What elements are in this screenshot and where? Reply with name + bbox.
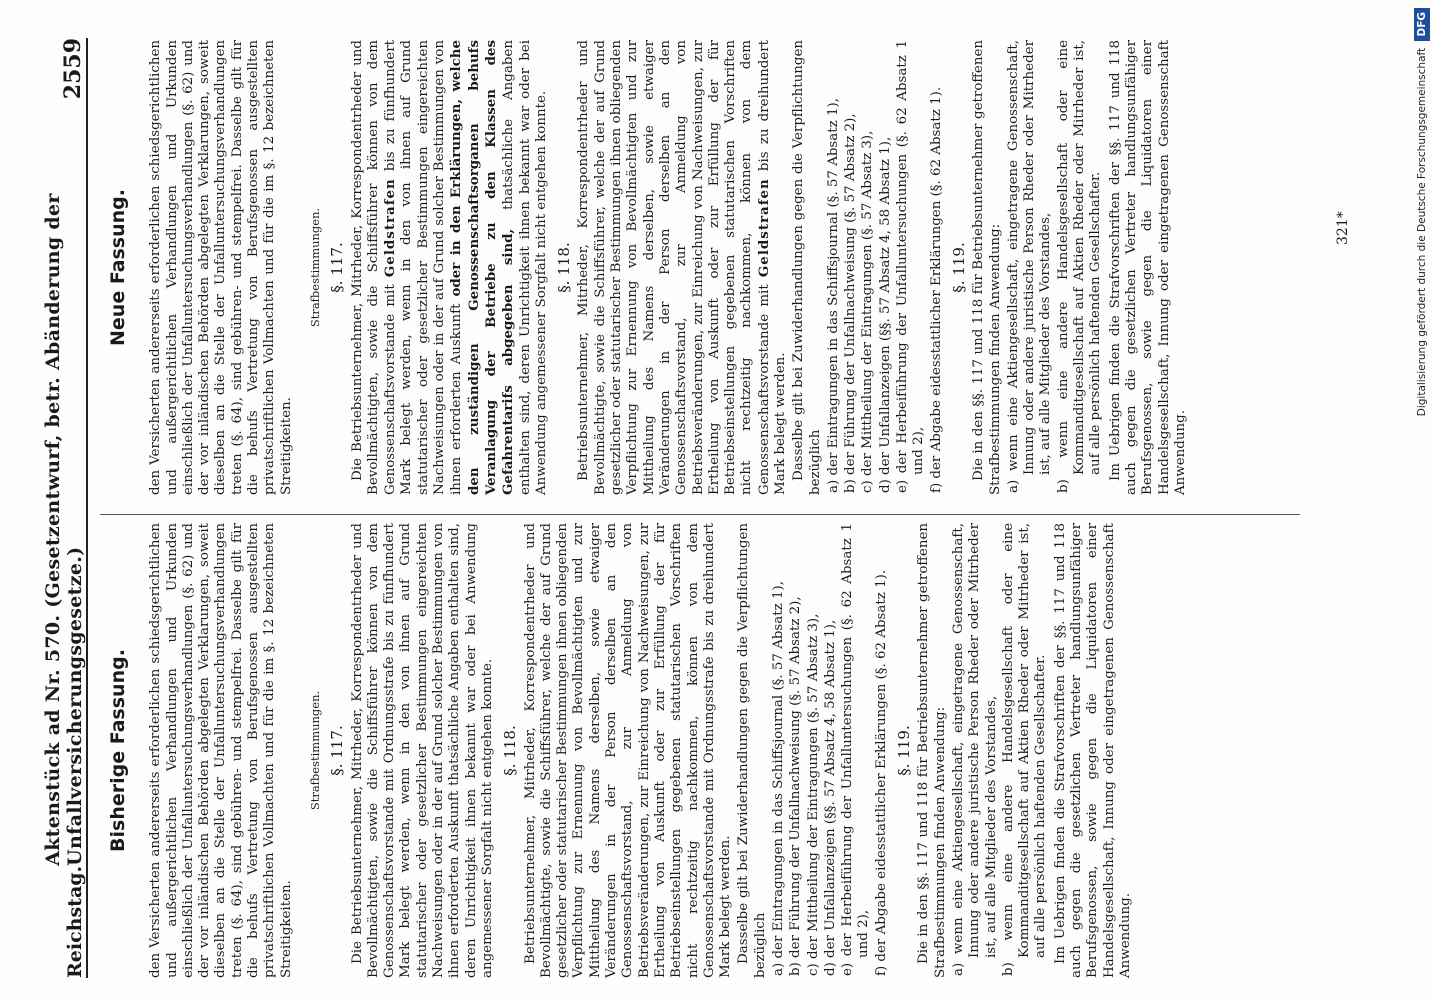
dfg-logo: DFG — [1414, 8, 1430, 41]
header-left: Reichstag. — [64, 865, 86, 978]
paragraph-119-tail: Im Uebrigen finden die Strafvorschriften der §§. 117 und 118 auch gegen die gesetzlichen Vertreter handlungsunfähiger Berufsgenossen, sowie gegen die Liquidatoren einer Handelsgesellschaft, Innung oder eingetragenen Genossenschaft Anwendung. — [1107, 40, 1188, 495]
list-item: b) der Führung der Unfallnachweisung (§. 57 Absatz 2), — [843, 113, 859, 493]
list-item: d) der Unfallanzeigen (§§. 57 Absatz 4, 58 Absatz 1), — [877, 136, 893, 493]
column-divider — [100, 514, 1300, 515]
emphasis-geldstrafen: Geldstrafen — [755, 178, 772, 278]
page-header — [42, 38, 88, 978]
paragraph-number-119: §. 119. — [949, 242, 968, 293]
header-title: Aktenstück ad Nr. 570. (Gesetzentwurf, betr. Abänderung der Unfallversicherungsgesetze.) — [42, 193, 86, 866]
list-item: a) der Eintragungen in das Schiffsjournal (§. 57 Absatz 1), — [825, 98, 841, 493]
emphasis-geldstrafen: Geldstrafen — [382, 178, 399, 278]
list-item: e) der Herbeiführung der Unfalluntersuchungen (§. 62 Absatz 1 und 2), — [895, 40, 927, 493]
page-number: 2559 — [60, 38, 86, 100]
section-heading: Strafbestimmungen. — [307, 690, 322, 811]
section-heading: Strafbestimmungen. — [307, 207, 322, 328]
emphasis-new-clause: oder in den Erklärungen, welche den zuständigen Genossenschaftsorganen behufs Veranlagung der Betriebe zu den Klassen des Gefahrentarifs abgegeben sind, — [448, 39, 517, 495]
column-old-version — [100, 523, 1320, 978]
column-new-version — [100, 40, 1320, 495]
column-title: Neue Fassung. — [107, 189, 129, 346]
list-item: a) der Eintragungen in das Schiffsjournal (§. 57 Absatz 1), — [770, 581, 786, 976]
paragraph-118-continuation: Dasselbe gilt bei Zuwiderhandlungen gegen die Verpflichtungen bezüglich — [736, 523, 768, 978]
list-item: f) der Abgabe eidesstattlicher Erklärungen (§. 62 Absatz 1). — [928, 86, 944, 493]
paragraph-119-list — [1006, 40, 1105, 495]
paragraph-118-text — [576, 40, 789, 495]
paragraph-118-list — [826, 40, 945, 495]
text-run: bis zu dreihundert Mark belegt werden. — [756, 40, 788, 495]
list-item: b) wenn eine andere Handelsgesellschaft oder eine Kommanditgesellschaft auf Aktien Rheder oder Mitrheder ist, auf alle persönlich haftenden Gesellschafter. — [1055, 40, 1104, 493]
text-run: Die Betriebsunternehmer, Mitrheder, Korrespondentrheder und Bevollmächtigten, sowie die Schiffsführer können von dem Genossenschaftsvorstande mit — [349, 40, 399, 495]
paragraph-119-text: Die in den §§. 117 und 118 für Betriebsunternehmer getroffenen Strafbestimmungen finden Anwendung: — [971, 40, 1003, 495]
paragraph-118-text: Betriebsunternehmer, Mitrheder, Korrespondentrheder und Bevollmächtigte, sowie die Schiffsführer, welche der auf Grund gesetzlicher oder statutarischer Bestimmungen ihnen obliegenden Verpflichtung zur Ernennung von Bevollmächtigten und zur Mittheilung des Namens derselben, sowie etwaiger Veränderungen in der Person derselben an den Genossenschaftsvorstand, zur Anmeldung von Betriebsveränderungen, zur Einreichung von Nachweisungen, zur Ertheilung von Auskunft oder zur Erfüllung der für Betriebseinstellungen gegebenen statutarischen Vorschriften nicht rechtzeitig nachkommen, können von dem Genossenschaftsvorstande mit Ordnungsstrafe bis zu dreihundert Mark belegt werden. — [522, 523, 734, 978]
paragraph-number-117: §. 117. — [328, 725, 347, 776]
text-run: thatsächliche Angaben enthalten sind, deren Unrichtigkeit ihnen bekannt war oder bei Anwendung angemessener Sorgfalt nicht entgehen konnte. — [501, 40, 549, 495]
intro-paragraph: den Versicherten andererseits erforderlichen schiedsgerichtlichen und außergerichtlichen Verhandlungen und Urkunden einschließlich der Unfalluntersuchungsverhandlungen (§. 62) und der vor inländischen Behörden abgelegten Verklarungen, soweit dieselben an die Stelle der Unfalluntersuchungsverhandlungen treten (§. 64), sind gebühren- und stempelfrei. Dasselbe gilt für die behufs Vertretung von Berufsgenossen ausgestellten privatschriftlichen Vollmachten und für die im §. 12 bezeichneten Streitigkeiten. — [148, 40, 294, 495]
paragraph-117-text: Die Betriebsunternehmer, Mitrheder, Korrespondentrheder und Bevollmächtigten, sowie die Schiffsführer können von dem Genossenschaftsvorstande mit Ordnungsstrafe bis zu fünfhundert Mark belegt werden, wenn in den von ihnen auf Grund statutarischer oder gesetzlicher Bestimmungen eingereichten Nachweisungen oder in der auf Grund solcher Bestimmungen von ihnen erforderten Auskunft thatsächliche Angaben enthalten sind, deren Unrichtigkeit ihnen bekannt war oder bei Anwendung angemessener Sorgfalt nicht entgehen konnte. — [349, 523, 495, 978]
list-item: f) der Abgabe eidesstattlicher Erklärungen (§. 62 Absatz 1). — [873, 569, 889, 976]
paragraph-117-text — [350, 40, 551, 495]
paragraph-number-118: §. 118. — [555, 242, 574, 293]
dfg-credit — [1412, 8, 1432, 992]
dfg-credit-text: Digitalisierung gefördert durch die Deutsche Forschungsgemeinschaft — [1416, 47, 1428, 417]
paragraph-number-119: §. 119. — [895, 725, 914, 776]
list-item: b) der Führung der Unfallnachweisung (§. 57 Absatz 2), — [788, 596, 804, 976]
paragraph-number-117: §. 117. — [328, 242, 347, 293]
dfg-sidebar — [1412, 8, 1432, 992]
paragraph-119-tail: Im Uebrigen finden die Strafvorschriften der §§. 117 und 118 auch gegen die gesetzlichen Vertreter handlungsunfähiger Berufsgenossen, sowie gegen die Liquidatoren einer Handelsgesellschaft, Innung oder eingetragenen Genossenschaft Anwendung. — [1052, 523, 1133, 978]
list-item: d) der Unfallanzeigen (§§. 57 Absatz 4, 58 Absatz 1), — [822, 619, 838, 976]
paragraph-number-118: §. 118. — [501, 725, 520, 776]
text-run: bis zu fünfhundert Mark belegt werden, wenn in den von ihnen auf Grund statutarischer oder gesetzlicher Bestimmungen eingereichten Nachweisungen oder in der auf Grund solcher Bestimmungen von ihnen erforderten Auskunft — [383, 40, 465, 495]
text-run: Betriebsunternehmer, Mitrheder, Korrespondentrheder und Bevollmächtigte, sowie die Schiffsführer, welche der auf Grund gesetzlicher oder statutarischer Bestimmungen ihnen obliegenden Verpflichtung zur Ernennung von Bevollmächtigten und zur Mittheilung des Namens derselben, sowie etwaiger Veränderungen in der Person derselben an den Genossenschaftsvorstand, zur Anmeldung von Betriebsveränderungen, zur Einreichung von Nachweisungen, zur Ertheilung von Auskunft oder zur Erfüllung der für Betriebseinstellungen gegebenen statutarischen Vorschriften nicht rechtzeitig nachkommen, können von dem Genossenschaftsvorstande mit — [576, 40, 772, 495]
list-item: b) wenn eine andere Handelsgesellschaft oder eine Kommanditgesellschaft auf Aktien Rheder oder Mitrheder ist, auf alle persönlich haftenden Gesellschafter. — [1000, 523, 1049, 976]
list-item: e) der Herbeiführung der Unfalluntersuchungen (§. 62 Absatz 1 und 2), — [840, 523, 872, 976]
intro-paragraph: den Versicherten andererseits erforderlichen schiedsgerichtlichen und außergerichtlichen Verhandlungen und Urkunden einschließlich der Unfalluntersuchungsverhandlungen (§. 62) und der vor inländischen Behörden abgelegten Verklarungen, soweit dieselben an die Stelle der Unfalluntersuchungsverhandlungen treten (§. 64), sind gebühren- und stempelfrei. Dasselbe gilt für die behufs Vertretung von Berufsgenossen ausgestellten privatschriftlichen Vollmachten und für die im §. 12 bezeichneten Streitigkeiten. — [148, 523, 294, 978]
paragraph-118-continuation: Dasselbe gilt bei Zuwiderhandlungen gegen die Verpflichtungen bezüglich — [791, 40, 823, 495]
paragraph-119-list — [951, 523, 1050, 978]
sheet-mark: 321* — [1335, 211, 1351, 245]
paragraph-118-list — [771, 523, 890, 978]
column-title: Bisherige Fassung. — [107, 649, 129, 852]
list-item: a) wenn eine Aktiengesellschaft, eingetragene Genossenschaft, Innung oder andere juristische Person Rheder oder Mitrheder ist, auf alle Mitglieder des Vorstandes, — [950, 523, 999, 976]
list-item: c) der Mittheilung der Eintragungen (§. 57 Absatz 3), — [860, 130, 876, 493]
list-item: c) der Mittheilung der Eintragungen (§. 57 Absatz 3), — [805, 613, 821, 976]
paragraph-119-text: Die in den §§. 117 und 118 für Betriebsunternehmer getroffenen Strafbestimmungen finden Anwendung: — [916, 523, 948, 978]
list-item: a) wenn eine Aktiengesellschaft, eingetragene Genossenschaft, Innung oder andere juristische Person Rheder oder Mitrheder ist, auf alle Mitglieder des Vorstandes, — [1005, 40, 1054, 493]
